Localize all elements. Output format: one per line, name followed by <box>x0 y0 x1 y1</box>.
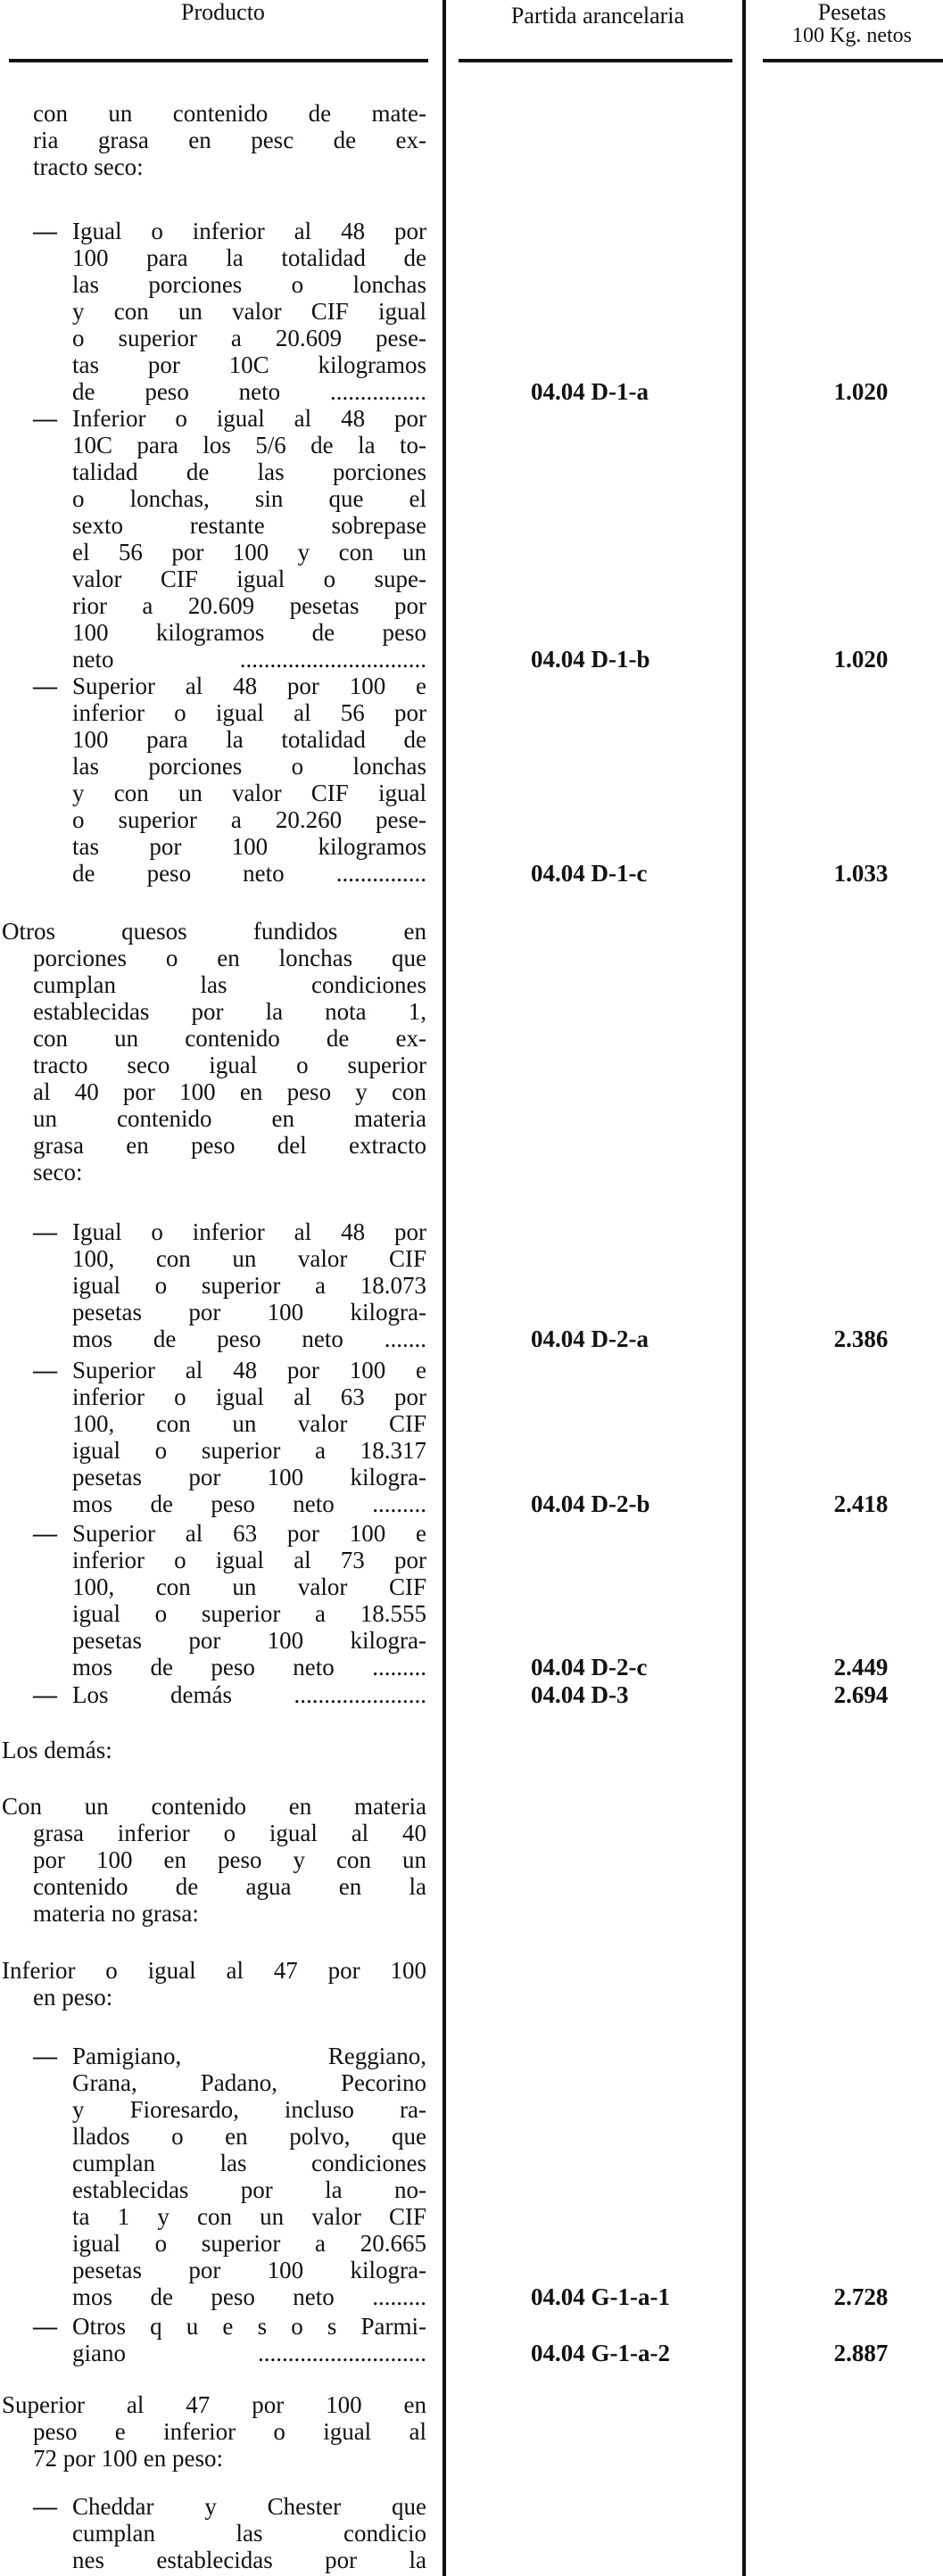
dash-bullet-icon: — <box>33 2493 57 2520</box>
product-text-line: Los demás ...................... <box>72 1681 426 1708</box>
product-text-line: 100, con un valor CIF <box>72 1410 426 1437</box>
product-text-line: neto ............................... <box>72 646 426 673</box>
product-text-line: el 56 por 100 y con un <box>72 539 426 566</box>
product-text-line: talidad de las porciones <box>72 458 426 485</box>
header-partida-arancelaria: Partida arancelaria <box>510 3 685 29</box>
partida-arancelaria-code: 04.04 D-2-a <box>531 1325 649 1352</box>
product-text-line: Con un contenido en materia <box>2 1793 426 1820</box>
product-text-line: Cheddar y Chester que <box>72 2493 426 2520</box>
product-text-line: Inferior o igual al 48 por <box>72 405 426 432</box>
header-pesetas: Pesetas <box>817 0 887 25</box>
partida-arancelaria-code: 04.04 G-1-a-1 <box>531 2283 670 2310</box>
product-text-line: Los demás: <box>2 1737 112 1763</box>
product-text-line: valor CIF igual o supe- <box>72 566 426 592</box>
product-text-line: inferior o igual al 63 por <box>72 1383 426 1410</box>
product-text-line: cumplan las condicio <box>72 2520 426 2547</box>
product-text-line: 100 para la totalidad de <box>72 244 426 271</box>
partida-arancelaria-code: 04.04 D-2-c <box>531 1654 648 1680</box>
product-text-line: mos de peso neto ......... <box>72 1654 426 1680</box>
product-text-line: Superior al 48 por 100 e <box>72 673 426 699</box>
product-text-line: pesetas por 100 kilogra- <box>72 2257 426 2283</box>
product-text-line: y con un valor CIF igual <box>72 780 426 806</box>
product-text-line: Superior al 47 por 100 en <box>2 2391 426 2418</box>
product-text-line: tracto seco: <box>33 153 144 180</box>
dash-bullet-icon: — <box>33 405 57 432</box>
product-text-line: Superior al 63 por 100 e <box>72 1520 426 1547</box>
product-text-line: tas por 10C kilogramos <box>72 351 426 378</box>
partida-arancelaria-code: 04.04 D-1-b <box>531 646 650 673</box>
product-text-line: mos de peso neto ......... <box>72 1490 426 1517</box>
product-text-line: establecidas por la no- <box>72 2176 426 2203</box>
product-text-line: o superior a 20.609 pese- <box>72 325 426 351</box>
dash-bullet-icon: — <box>33 1357 57 1383</box>
product-text-line: igual o superior a 18.317 <box>72 1437 426 1464</box>
pesetas-value: 1.033 <box>833 860 889 887</box>
product-text-line: giano ............................ <box>72 2340 426 2366</box>
header-rule-producto <box>9 59 428 62</box>
product-text-line: o superior a 20.260 pese- <box>72 806 426 833</box>
product-text-line: Igual o inferior al 48 por <box>72 218 426 244</box>
product-text-line: 100 para la totalidad de <box>72 726 426 753</box>
product-text-line: mos de peso neto ....... <box>72 1325 426 1352</box>
pesetas-value: 2.418 <box>833 1490 889 1517</box>
product-text-line: 72 por 100 en peso: <box>33 2445 223 2472</box>
product-text-line: las porciones o lonchas <box>72 753 426 780</box>
partida-arancelaria-code: 04.04 D-2-b <box>531 1490 650 1517</box>
header-pesetas-unit: 100 Kg. netos <box>792 24 912 47</box>
product-text-line: pesetas por 100 kilogra- <box>72 1627 426 1654</box>
header-rule-partida <box>459 59 732 62</box>
partida-arancelaria-code: 04.04 G-1-a-2 <box>531 2340 670 2366</box>
product-text-line: pesetas por 100 kilogra- <box>72 1299 426 1325</box>
product-text-line: ria grasa en pesc de ex- <box>33 127 426 153</box>
product-text-line: llados o en polvo, que <box>72 2123 426 2150</box>
pesetas-value: 1.020 <box>833 378 889 405</box>
pesetas-value: 2.694 <box>833 1681 889 1708</box>
product-text-line: tas por 100 kilogramos <box>72 833 426 860</box>
product-text-line: o lonchas, sin que el <box>72 485 426 512</box>
product-text-line: en peso: <box>33 1984 113 2010</box>
product-text-line: Otros q u e s o s Parmi- <box>72 2313 426 2340</box>
product-text-line: nes establecidas por la <box>72 2547 426 2573</box>
partida-arancelaria-code: 04.04 D-3 <box>531 1681 629 1708</box>
product-text-line: 10C para los 5/6 de la to- <box>72 432 426 458</box>
product-text-line: contenido de agua en la <box>33 1873 426 1900</box>
partida-arancelaria-code: 04.04 D-1-a <box>531 378 649 405</box>
partida-arancelaria-code: 04.04 D-1-c <box>531 860 648 887</box>
pesetas-value: 2.386 <box>833 1325 889 1352</box>
product-text-line: igual o superior a 18.073 <box>72 1272 426 1299</box>
column-divider-2 <box>742 0 746 2576</box>
header-producto: Producto <box>181 0 265 25</box>
product-text-line: pesetas por 100 kilogra- <box>72 1464 426 1490</box>
product-text-line: grasa inferior o igual al 40 <box>33 1820 426 1846</box>
header-rule-pesetas <box>763 59 943 62</box>
product-text-line: mos de peso neto ......... <box>72 2283 426 2310</box>
product-text-line: porciones o en lonchas que <box>33 945 426 971</box>
pesetas-value: 2.728 <box>833 2283 889 2310</box>
product-text-line: ta 1 y con un valor CIF <box>72 2203 426 2230</box>
product-text-line: igual o superior a 18.555 <box>72 1600 426 1627</box>
dash-bullet-icon: — <box>33 1520 57 1547</box>
product-text-line: al 40 por 100 en peso y con <box>33 1078 426 1105</box>
pesetas-value: 2.449 <box>833 1654 889 1680</box>
product-text-line: con un contenido de mate- <box>33 100 426 127</box>
product-text-line: peso e inferior o igual al <box>33 2418 426 2445</box>
column-divider-1 <box>443 0 446 2576</box>
product-text-line: Igual o inferior al 48 por <box>72 1218 426 1245</box>
product-text-line: igual o superior a 20.665 <box>72 2230 426 2257</box>
product-text-line: con un contenido de ex- <box>33 1025 426 1052</box>
product-text-line: y Fioresardo, incluso ra- <box>72 2096 426 2123</box>
product-text-line: por 100 en peso y con un <box>33 1846 426 1873</box>
product-text-line: seco: <box>33 1159 83 1185</box>
product-text-line: Otros quesos fundidos en <box>2 918 426 945</box>
dash-bullet-icon: — <box>33 1218 57 1245</box>
pesetas-value: 1.020 <box>833 646 889 673</box>
product-text-line: Pamigiano, Reggiano, <box>72 2043 426 2069</box>
dash-bullet-icon: — <box>33 2043 57 2069</box>
product-text-line: 100 kilogramos de peso <box>72 619 426 646</box>
product-text-line: Superior al 48 por 100 e <box>72 1357 426 1383</box>
pesetas-value: 2.887 <box>833 2340 889 2366</box>
product-text-line: de peso neto ................ <box>72 378 426 405</box>
product-text-line: de peso neto ............... <box>72 860 426 887</box>
product-text-line: tracto seco igual o superior <box>33 1052 426 1078</box>
product-text-line: inferior o igual al 56 por <box>72 699 426 726</box>
product-text-line: cumplan las condiciones <box>33 971 426 998</box>
product-text-line: 100, con un valor CIF <box>72 1573 426 1600</box>
product-text-line: Inferior o igual al 47 por 100 <box>2 1957 426 1984</box>
dash-bullet-icon: — <box>33 673 57 699</box>
dash-bullet-icon: — <box>33 1681 57 1708</box>
product-text-line: materia no grasa: <box>33 1900 199 1927</box>
product-text-line: las porciones o lonchas <box>72 271 426 298</box>
product-text-line: establecidas por la nota 1, <box>33 998 426 1025</box>
dash-bullet-icon: — <box>33 2313 57 2340</box>
product-text-line: y con un valor CIF igual <box>72 298 426 325</box>
product-text-line: rior a 20.609 pesetas por <box>72 592 426 619</box>
product-text-line: sexto restante sobrepase <box>72 512 426 539</box>
dash-bullet-icon: — <box>33 218 57 244</box>
product-text-line: inferior o igual al 73 por <box>72 1547 426 1573</box>
product-text-line: cumplan las condiciones <box>72 2150 426 2176</box>
product-text-line: grasa en peso del extracto <box>33 1132 426 1159</box>
product-text-line: 100, con un valor CIF <box>72 1245 426 1272</box>
product-text-line: un contenido en materia <box>33 1105 426 1132</box>
product-text-line: Grana, Padano, Pecorino <box>72 2069 426 2096</box>
